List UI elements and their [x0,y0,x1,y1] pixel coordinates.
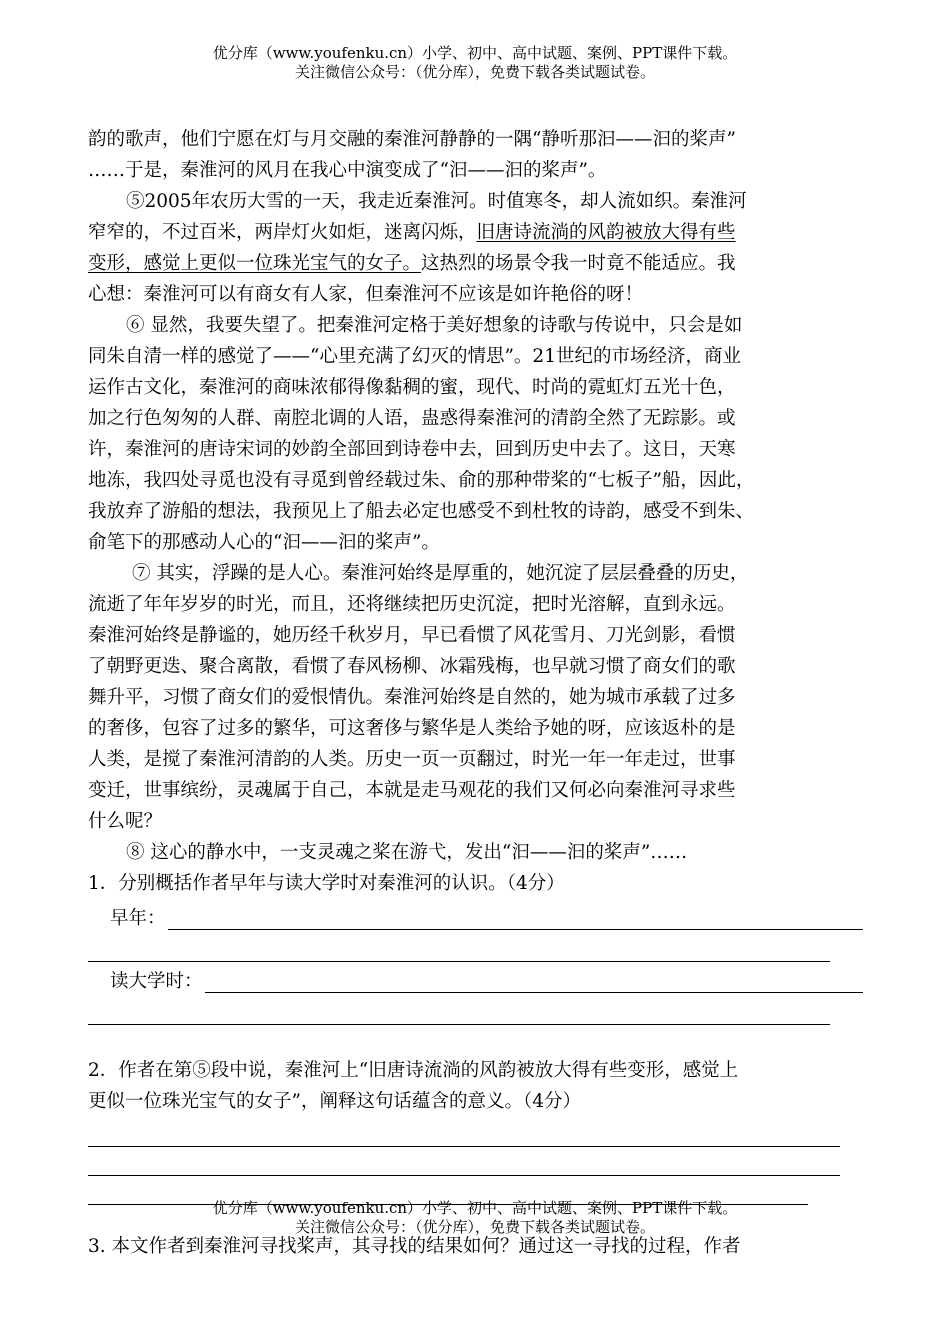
paragraph-7-line: 什么呢？ [88,811,163,832]
question-3-line: 3. 本文作者到秦淮河寻找桨声，其寻找的结果如何？通过这一寻找的过程，作者 [88,1236,741,1257]
paragraph-5-line: ⑤2005年农历大雪的一天，我走近秦淮河。时值寒冬，却人流如织。秦淮河 [126,191,747,212]
paragraph-6-line: 许，秦淮河的唐诗宋词的妙韵全部回到诗卷中去，回到历史中去了。这日，天寒 [88,439,736,460]
underlined-quote: 旧唐诗流淌的风韵被放大得有些 [476,222,736,243]
page-footer [0,1199,950,1237]
answer-blank-college[interactable] [205,974,863,993]
paragraph-7-line: 流逝了年年岁岁的时光，而且，还将继续把历史沉淀，把时光溶解，直到永远。 [88,594,736,615]
plain-text: 窄窄的，不过百米，两岸灯火如炬，迷离闪烁， [88,222,477,243]
paragraph-7-line: 变迁，世事缤纷，灵魂属于自己，本就是走马观花的我们又何必向秦淮河寻求些 [88,780,736,801]
paragraph-7-line: 的奢侈，包容了过多的繁华，可这奢侈与繁华是人类给予她的呀，应该返朴的是 [88,718,736,739]
paragraph-5-line [88,248,863,279]
footer-line-1: 优分库（www.youfenku.cn）小学、初中、高中试题、案例、PPT课件下载。 [212,1199,738,1217]
paragraph-7-line: 了朝野更迭、聚合离散，看惯了春风杨柳、冰霜残梅，也早就习惯了商女们的歌 [88,656,736,677]
question-2-line: 2．作者在第⑤段中说，秦淮河上“旧唐诗流淌的风韵被放大得有些变形，感觉上 [88,1060,739,1081]
paragraph-6-line: 地冻，我四处寻觅也没有寻觅到曾经载过朱、俞的那种带桨的“七板子”船，因此， [88,470,755,491]
paragraph-line: ……于是，秦淮河的风月在我心中演变成了“汩——汩的桨声”。 [88,160,607,181]
underlined-quote: 变形，感觉上更似一位珠光宝气的女子。 [88,253,422,274]
answer-row-early [88,899,863,930]
paragraph-5-line: 心想：秦淮河可以有商女有人家，但秦淮河不应该是如许艳俗的呀！ [88,284,644,305]
page-header [0,44,950,82]
header-line-1: 优分库（www.youfenku.cn）小学、初中、高中试题、案例、PPT课件下载。 [212,44,738,62]
paragraph-6-line: 运作古文化，秦淮河的商味浓郁得像黏稠的蜜，现代、时尚的霓虹灯五光十色， [88,377,736,398]
paragraph-6-line: 我放弃了游船的想法，我预见上了船去必定也感受不到杜牧的诗韵，感受不到朱、 [88,501,755,522]
paragraph-line: 韵的歌声，他们宁愿在灯与月交融的秦淮河静静的一隅“静听那汩——汩的桨声” [88,129,736,150]
paragraph-6-line: 同朱自清一样的感觉了——“心里充满了幻灭的情思”。21世纪的市场经济，商业 [88,346,741,367]
answer-blank-q2-1[interactable] [88,1146,840,1147]
college-label: 读大学时： [110,971,203,992]
paragraph-7-line: ⑦ 其实，浮躁的是人心。秦淮河始终是厚重的，她沉淀了层层叠叠的历史， [132,563,749,584]
question-1: 1．分别概括作者早年与读大学时对秦淮河的认识。（4分） [88,873,565,894]
footer-line-2: 关注微信公众号：（优分库），免费下载各类试题试卷。 [294,1218,655,1236]
header-line-2: 关注微信公众号：（优分库），免费下载各类试题试卷。 [294,63,655,81]
answer-blank-q2-2[interactable] [88,1175,840,1176]
paragraph-7-line: 舞升平，习惯了商女们的爱恨情仇。秦淮河始终是自然的，她为城市承载了过多 [88,687,736,708]
paragraph-5-line [88,217,863,248]
paragraph-7-line: 秦淮河始终是静谧的，她历经千秋岁月，早已看惯了风花雪月、刀光剑影，看惯 [88,625,736,646]
early-label: 早年： [110,908,166,929]
paragraph-6-line: 俞笔下的那感动人心的“汩——汩的桨声”。 [88,532,440,553]
paragraph-6-line: 加之行色匆匆的人群、南腔北调的人语，蛊惑得秦淮河的清韵全然了无踪影。或 [88,408,736,429]
question-2-line: 更似一位珠光宝气的女子”，阐释这句话蕴含的意义。（4分） [88,1091,581,1112]
answer-blank-early[interactable] [168,911,863,930]
document-body [88,124,863,1262]
plain-text: 这热烈的场景令我一时竟不能适应。我 [421,253,736,274]
paragraph-6-line: ⑥ 显然，我要失望了。把秦淮河定格于美好想象的诗歌与传说中，只会是如 [126,315,743,336]
paragraph-7-line: 人类，是搅了秦淮河清韵的人类。历史一页一页翻过，时光一年一年走过，世事 [88,749,736,770]
paragraph-8-line: ⑧ 这心的静水中，一支灵魂之桨在游弋，发出“汩——汩的桨声”…… [126,842,688,863]
answer-row-college [88,962,863,993]
